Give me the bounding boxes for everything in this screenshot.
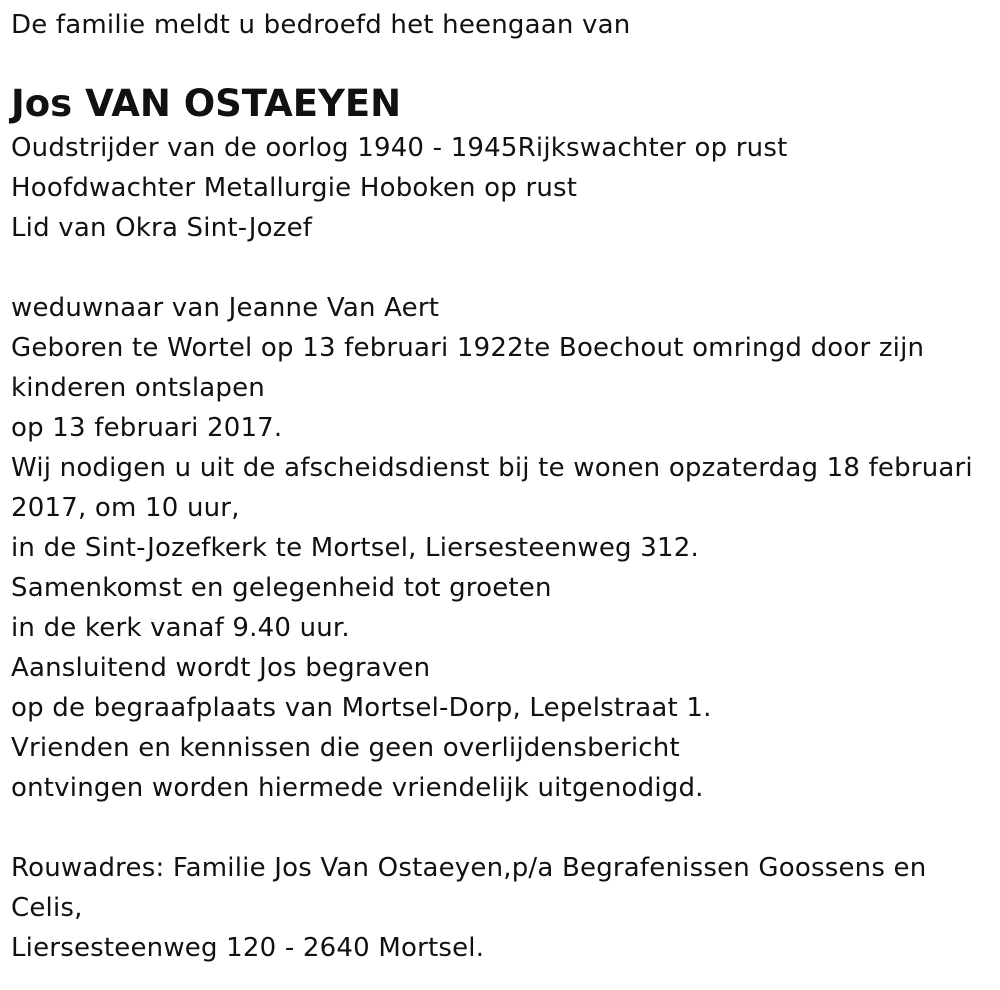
spacer <box>11 248 991 288</box>
body-line: kinderen ontslapen <box>11 373 265 403</box>
body-line: op 13 februari 2017. <box>11 413 283 443</box>
title-line: Hoofdwachter Metallurgie Hoboken op rust <box>11 173 578 203</box>
intro-text: De familie meldt u bedroefd het heengaan van <box>11 10 631 40</box>
body-line: Samenkomst en gelegenheid tot groeten <box>11 573 552 603</box>
body-line: weduwnaar van Jeanne Van Aert <box>11 293 440 323</box>
address-line: Rouwadres: Familie Jos Van Ostaeyen,p/a Begrafenissen Goossens en <box>11 853 927 883</box>
death-notice <box>11 6 991 968</box>
body-line: op de begraafplaats van Mortsel-Dorp, Lepelstraat 1. <box>11 693 712 723</box>
address-line: Liersesteenweg 120 - 2640 Mortsel. <box>11 933 485 963</box>
body-line: 2017, om 10 uur, <box>11 493 240 523</box>
title-line: Oudstrijder van de oorlog 1940 - 1945Rijkswachter op rust <box>11 133 788 163</box>
deceased-name: Jos VAN OSTAEYEN <box>11 82 402 125</box>
body-line: Geboren te Wortel op 13 februari 1922te Boechout omringd door zijn <box>11 333 925 363</box>
address-line: Celis, <box>11 893 83 923</box>
spacer <box>11 808 991 848</box>
body-line: in de kerk vanaf 9.40 uur. <box>11 613 350 643</box>
body-block <box>11 288 991 808</box>
body-line: Wij nodigen u uit de afscheidsdienst bij te wonen opzaterdag 18 februari <box>11 453 973 483</box>
body-line: in de Sint-Jozefkerk te Mortsel, Liersesteenweg 312. <box>11 533 699 563</box>
titles-block <box>11 128 991 248</box>
body-line: Vrienden en kennissen die geen overlijdensbericht <box>11 733 680 763</box>
body-line: Aansluitend wordt Jos begraven <box>11 653 431 683</box>
title-line: Lid van Okra Sint-Jozef <box>11 213 313 243</box>
address-block <box>11 848 991 968</box>
body-line: ontvingen worden hiermede vriendelijk uitgenodigd. <box>11 773 704 803</box>
